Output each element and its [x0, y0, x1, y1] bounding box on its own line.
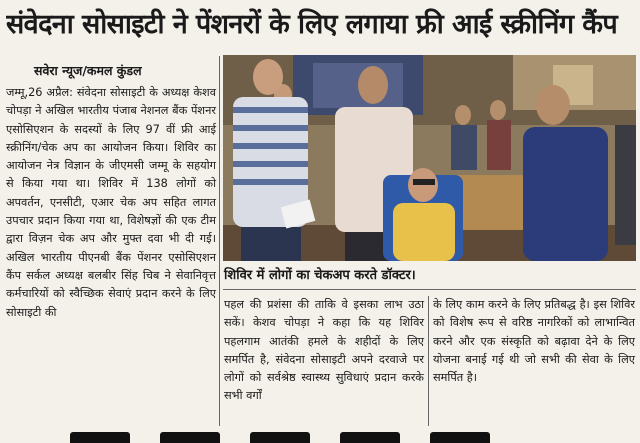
cut-off-next-headline	[70, 432, 590, 443]
article-column-3: के लिए काम करने के लिए प्रतिबद्ध है। इस शिविर को विशेष रूप से वरिष्ठ नागरिकों को लाभान्वित करने और एक संस्कृति को बढ़ावा देने के लिए योजना बनाई गई थी जो सभी की सेवा के लिए समर्पित है।	[433, 298, 635, 385]
photo-caption: शिविर में लोगों का चेकअप करते डॉक्टर।	[224, 268, 416, 283]
column-divider	[428, 296, 429, 426]
news-photo	[223, 55, 636, 261]
article-column-2: पहल की प्रशंसा की ताकि वे इसका लाभ उठा सकें। केशव चोपड़ा ने कहा कि यह शिविर पहलगाम आतंकी हमले के शहीदों के लिए समर्पित है, संवेदना सोसाइटी अपने दरवाजे पर लोगों को सर्वश्रेष्ठ स्वास्थ्य सुविधाएं प्रदान करके सभी वर्गों	[224, 298, 424, 403]
column-divider	[219, 56, 220, 426]
headline: संवेदना सोसाइटी ने पेंशनरों के लिए लगाया फ्री आई स्क्रीनिंग कैंप	[6, 9, 618, 40]
photo-illustration	[223, 55, 636, 261]
byline: सवेरा न्यूज/कमल कुंडल	[34, 63, 142, 78]
caption-underline	[223, 289, 636, 290]
article-column-1: जम्मू,26 अप्रैल: संवेदना सोसाइटी के अध्यक्ष केशव चोपड़ा ने अखिल भारतीय पंजाब नेशनल बैंक पेंशनर एसोसिएशन के सदस्यों के लिए 97 वीं फ्री आई स्क्रीनिंग/चेक अप का आयोजन किया। शिविर का आयोजन नेत्र विज्ञान के जीएमसी जम्मू के सहयोग से किया गया था। शिविर में 138 लोगों को अपवर्तन, एनसीटी, एआर चेक अप सहित लागत उपचार प्रदान किया गया था, विशेषज्ञों की एक टीम द्वारा विज़न चेक अप और मुफ्त दवा भी दी गई। अखिल भारतीय पीएनबी बैंक पेंशनर एसोसिएशन कैंप सर्कल अध्यक्ष बलबीर सिंह चिब ने सेवानिवृत्त कर्मचारियों को स्वैच्छिक सेवाएं प्रदान करने के लिए सोसाइटी की	[6, 86, 216, 319]
